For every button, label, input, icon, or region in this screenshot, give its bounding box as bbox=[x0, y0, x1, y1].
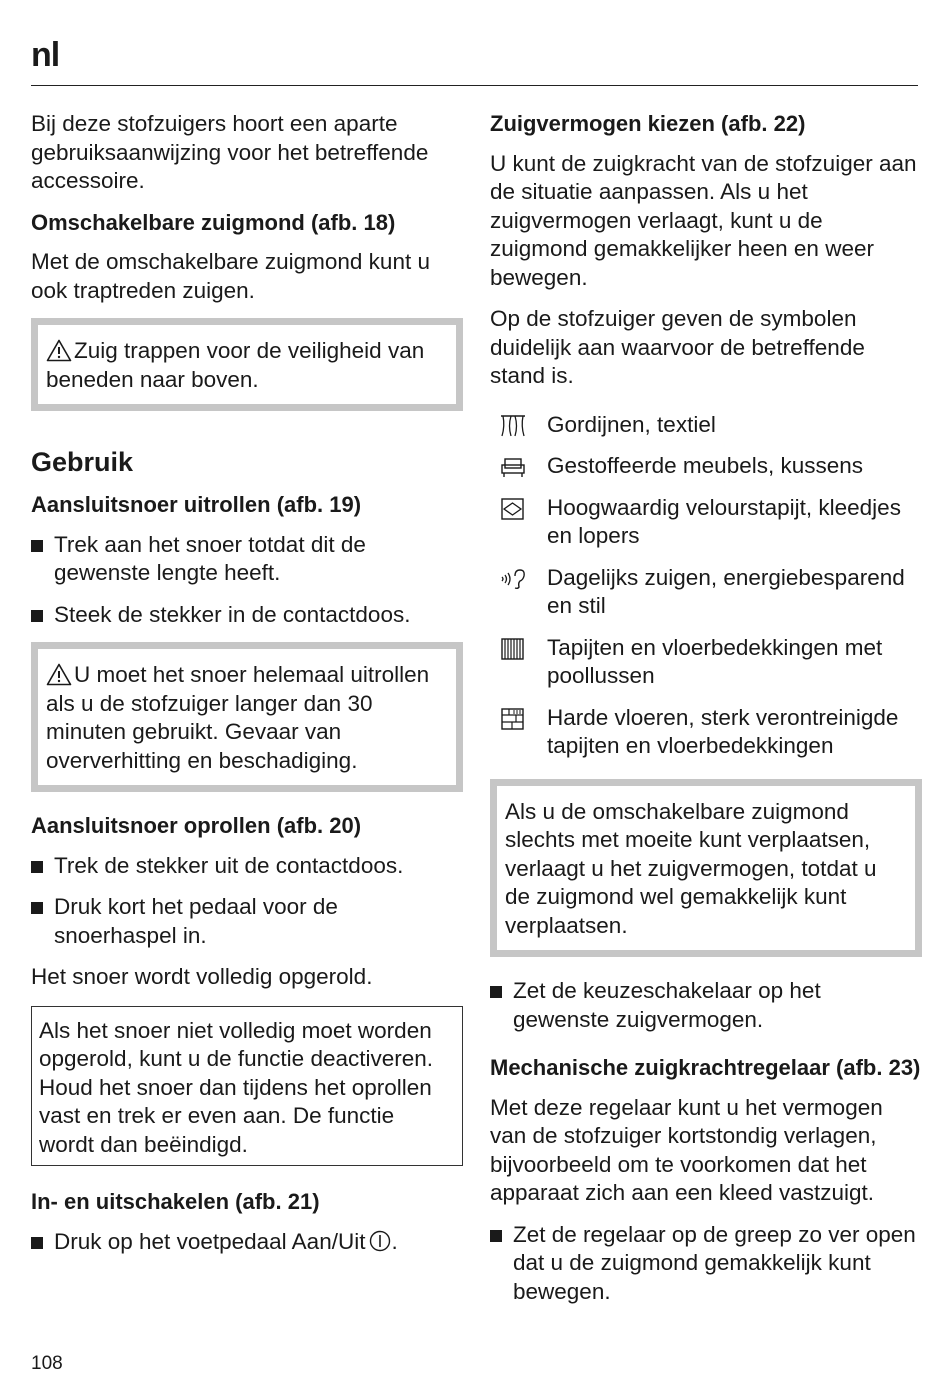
info-box: Als u de omschakelbare zuigmond slechts met moeite kunt verplaatsen, verlaagt u het zuigvermogen, totdat u de zuigmond wel gemakkelijk kunt verplaatsen. bbox=[490, 779, 922, 958]
list-item: Zet de regelaar op de greep zo ver open dat u de zuigmond gemakkelijk kunt bewegen. bbox=[490, 1221, 922, 1307]
warning-box-overheating bbox=[31, 642, 463, 792]
loop-carpet-icon bbox=[500, 638, 526, 660]
warning-box-stairs bbox=[31, 318, 463, 411]
symbol-item: Hoogwaardig velourstapijt, kleedjes en lopers bbox=[490, 494, 922, 551]
bullet-square-icon bbox=[31, 610, 43, 622]
velour-carpet-icon bbox=[500, 498, 526, 520]
heading-uitrollen: Aansluitsnoer uitrollen (afb. 19) bbox=[31, 492, 362, 517]
warning-icon bbox=[46, 663, 72, 686]
symbol-item: Dagelijks zuigen, energiebesparend en stil bbox=[490, 564, 922, 621]
sofa-icon bbox=[500, 456, 526, 478]
note-box: Als het snoer niet volledig moet worden opgerold, kunt u de functie deactiveren. Houd het snoer dan tijdens het oprollen vast en trek er even aan. De functie wordt dan beëindigd. bbox=[31, 1006, 463, 1167]
language-label: nl bbox=[31, 36, 60, 74]
heading-mechanische-regelaar: Mechanische zuigkrachtregelaar (afb. 23) bbox=[490, 1055, 921, 1080]
symbol-item: Tapijten en vloerbedekkingen met poollussen bbox=[490, 634, 922, 691]
list-item: Steek de stekker in de contactdoos. bbox=[31, 601, 463, 630]
bullet-square-icon bbox=[490, 986, 502, 998]
left-column bbox=[31, 110, 463, 1269]
list-item: Trek de stekker uit de contactdoos. bbox=[31, 852, 463, 881]
heading-zuigvermogen: Zuigvermogen kiezen (afb. 22) bbox=[490, 111, 806, 136]
bullet-square-icon bbox=[31, 1237, 43, 1249]
list-item: Trek aan het snoer totdat dit de gewenste lengte heeft. bbox=[31, 531, 463, 588]
right-column bbox=[490, 110, 922, 1319]
symbol-item: Gordijnen, textiel bbox=[490, 411, 922, 440]
warning-text-stairs: Zuig trappen voor de veiligheid van beneden naar boven. bbox=[46, 338, 425, 392]
page-number: 108 bbox=[31, 1353, 63, 1374]
omschakel-text: Met de omschakelbare zuigmond kunt u ook traptreden zuigen. bbox=[31, 249, 430, 303]
list-item: Zet de keuzeschakelaar op het gewenste zuigvermogen. bbox=[490, 977, 922, 1034]
list-item: Druk kort het pedaal voor de snoerhaspel in. bbox=[31, 893, 463, 950]
warning-icon bbox=[46, 339, 72, 362]
heading-oprollen: Aansluitsnoer oprollen (afb. 20) bbox=[31, 813, 362, 838]
heading-gebruik: Gebruik bbox=[31, 447, 134, 477]
symbolen-text: Op de stofzuiger geven de symbolen duidelijk aan waarvoor de betreffende stand is. bbox=[490, 306, 865, 388]
power-icon bbox=[369, 1230, 391, 1252]
intro-text: Bij deze stofzuigers hoort een aparte gebruiksaanwijzing voor het betreffende accessoire. bbox=[31, 111, 429, 193]
mechanisch-text: Met deze regelaar kunt u het vermogen van de stofzuiger kortstondig verlagen, bijvoorbeeld om te voorkomen dat het apparaat zich aan een kleed vastzuigt. bbox=[490, 1094, 883, 1205]
bullet-square-icon bbox=[490, 1230, 502, 1242]
symbol-item: Gestoffeerde meubels, kussens bbox=[490, 452, 922, 481]
opgerold-text: Het snoer wordt volledig opgerold. bbox=[31, 964, 373, 989]
heading-in-uitschakelen: In- en uitschakelen (afb. 21) bbox=[31, 1189, 320, 1214]
warning-text-overheating: U moet het snoer helemaal uitrollen als u de stofzuiger langer dan 30 minuten gebruikt. Gevaar van oververhitting en beschadiging. bbox=[46, 662, 430, 773]
hard-floor-icon bbox=[500, 708, 526, 730]
list-item: Druk op het voetpedaal Aan/Uit . bbox=[31, 1228, 463, 1257]
bullet-square-icon bbox=[31, 902, 43, 914]
symbol-item: Harde vloeren, sterk verontreinigde tapijten en vloerbedekkingen bbox=[490, 704, 922, 761]
bullet-square-icon bbox=[31, 861, 43, 873]
header-rule bbox=[31, 85, 918, 86]
curtain-icon bbox=[500, 415, 526, 437]
zuigvermogen-text: U kunt de zuigkracht van de stofzuiger aan de situatie aanpassen. Als u het zuigvermogen verlaagt, kunt u de zuigmond gemakkelijker heen en weer bewegen. bbox=[490, 150, 917, 290]
quiet-sound-icon bbox=[500, 568, 526, 590]
bullet-square-icon bbox=[31, 540, 43, 552]
heading-omschakelbare-zuigmond: Omschakelbare zuigmond (afb. 18) bbox=[31, 209, 396, 235]
